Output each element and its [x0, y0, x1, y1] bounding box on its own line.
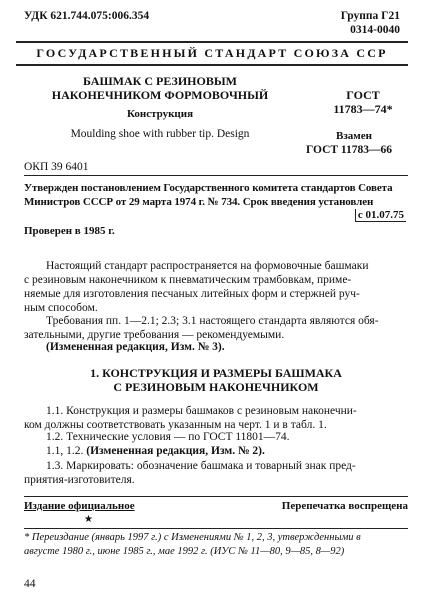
banner-bottom-rule — [16, 64, 408, 66]
clause-1-2: 1.2. Технические условия — по ГОСТ 11801—74. — [46, 431, 290, 443]
banner-title: ГОСУДАРСТВЕННЫЙ СТАНДАРТ СОЮЗА ССР — [36, 46, 388, 60]
official-edition: Издание официальное — [24, 500, 135, 512]
intro-line3: няемые для изготовления песчаных литейных форм и стержней руч- — [24, 288, 360, 300]
requirements-paragraph — [24, 314, 408, 342]
footer-top-rule — [24, 496, 408, 497]
clause-1-1 — [24, 404, 408, 432]
star-mark: ★ — [84, 514, 93, 525]
edit-note-3: (Измененная редакция, Изм. № 3). — [46, 341, 225, 353]
reprint-prohibited: Перепечатка воспрещена — [281, 500, 408, 512]
title-english: Moulding shoe with rubber tip. Design — [70, 128, 250, 140]
clause-1-1-line1: 1.1. Конструкция и размеры башмаков с резиновым наконечни- — [46, 405, 357, 417]
clause-1-1-line2: ком должны соответствовать указанным на черт. 1 и в табл. 1. — [24, 419, 327, 431]
replaces-label: Взамен — [336, 130, 372, 142]
clause-1-3 — [24, 459, 408, 487]
okp-rule — [24, 175, 408, 176]
intro-paragraph — [24, 259, 408, 315]
section1-heading-line1: 1. КОНСТРУКЦИЯ И РАЗМЕРЫ БАШМАКА — [90, 366, 342, 380]
title-subtitle: Конструкция — [126, 108, 194, 120]
okstu-code: 0314-0040 — [350, 24, 400, 36]
title-line1: БАШМАК С РЕЗИНОВЫМ — [83, 74, 237, 88]
clause-edit-prefix: 1.1, 1.2. — [46, 445, 84, 457]
reissue-note-line1: * Переиздание (январь 1997 г.) с Изменениями № 1, 2, 3, утвержденными в — [24, 532, 361, 543]
clause-edit-text: (Измененная редакция, Изм. № 2). — [86, 445, 265, 457]
footnote-rule — [24, 528, 408, 529]
banner-top-rule — [16, 41, 408, 43]
page-number: 44 — [24, 578, 36, 590]
intro-line2: с резиновым наконечником к пневматическим трамбовкам, приме- — [24, 274, 352, 286]
gost-number: 11783—74* — [333, 102, 393, 116]
okp-code: ОКП 39 6401 — [24, 161, 89, 173]
section1-heading-line2: С РЕЗИНОВЫМ НАКОНЕЧНИКОМ — [113, 380, 319, 394]
group-code: Группа Г21 — [340, 10, 400, 22]
title-line2: НАКОНЕЧНИКОМ ФОРМОВОЧНЫЙ — [51, 88, 269, 102]
approval-line2: Министров СССР от 29 марта 1974 г. № 734. Срок введения установлен — [24, 196, 374, 208]
requirements-line2: зательными, другие требования — рекомендуемыми. — [24, 329, 285, 341]
intro-line1: Настоящий стандарт распространяется на формовочные башмаки — [46, 260, 369, 272]
udk-code: УДК 621.744.075:006.354 — [24, 10, 150, 22]
gost-label: ГОСТ — [346, 88, 380, 102]
replaces-value: ГОСТ 11783—66 — [305, 144, 393, 156]
approval-date: с 01.07.75 — [355, 209, 406, 222]
reissue-note-line2: августе 1980 г., июне 1985 г., мае 1992 г. (ИУС № 11—80, 9—85, 8—92) — [24, 546, 345, 557]
clause-1-3-line1: 1.3. Маркировать: обозначение башмака и товарный знак пред- — [46, 460, 356, 472]
clause-edit-note — [46, 445, 265, 457]
checked-year: Проверен в 1985 г. — [24, 225, 115, 237]
requirements-line1: Требования пп. 1—2.1; 2.3; 3.1 настоящего стандарта являются обя- — [46, 315, 379, 327]
clause-1-3-line2: приятия-изготовителя. — [24, 474, 135, 486]
approval-line1: Утвержден постановлением Государственного комитета стандартов Совета — [24, 182, 393, 194]
intro-line4: ным способом. — [24, 302, 98, 314]
